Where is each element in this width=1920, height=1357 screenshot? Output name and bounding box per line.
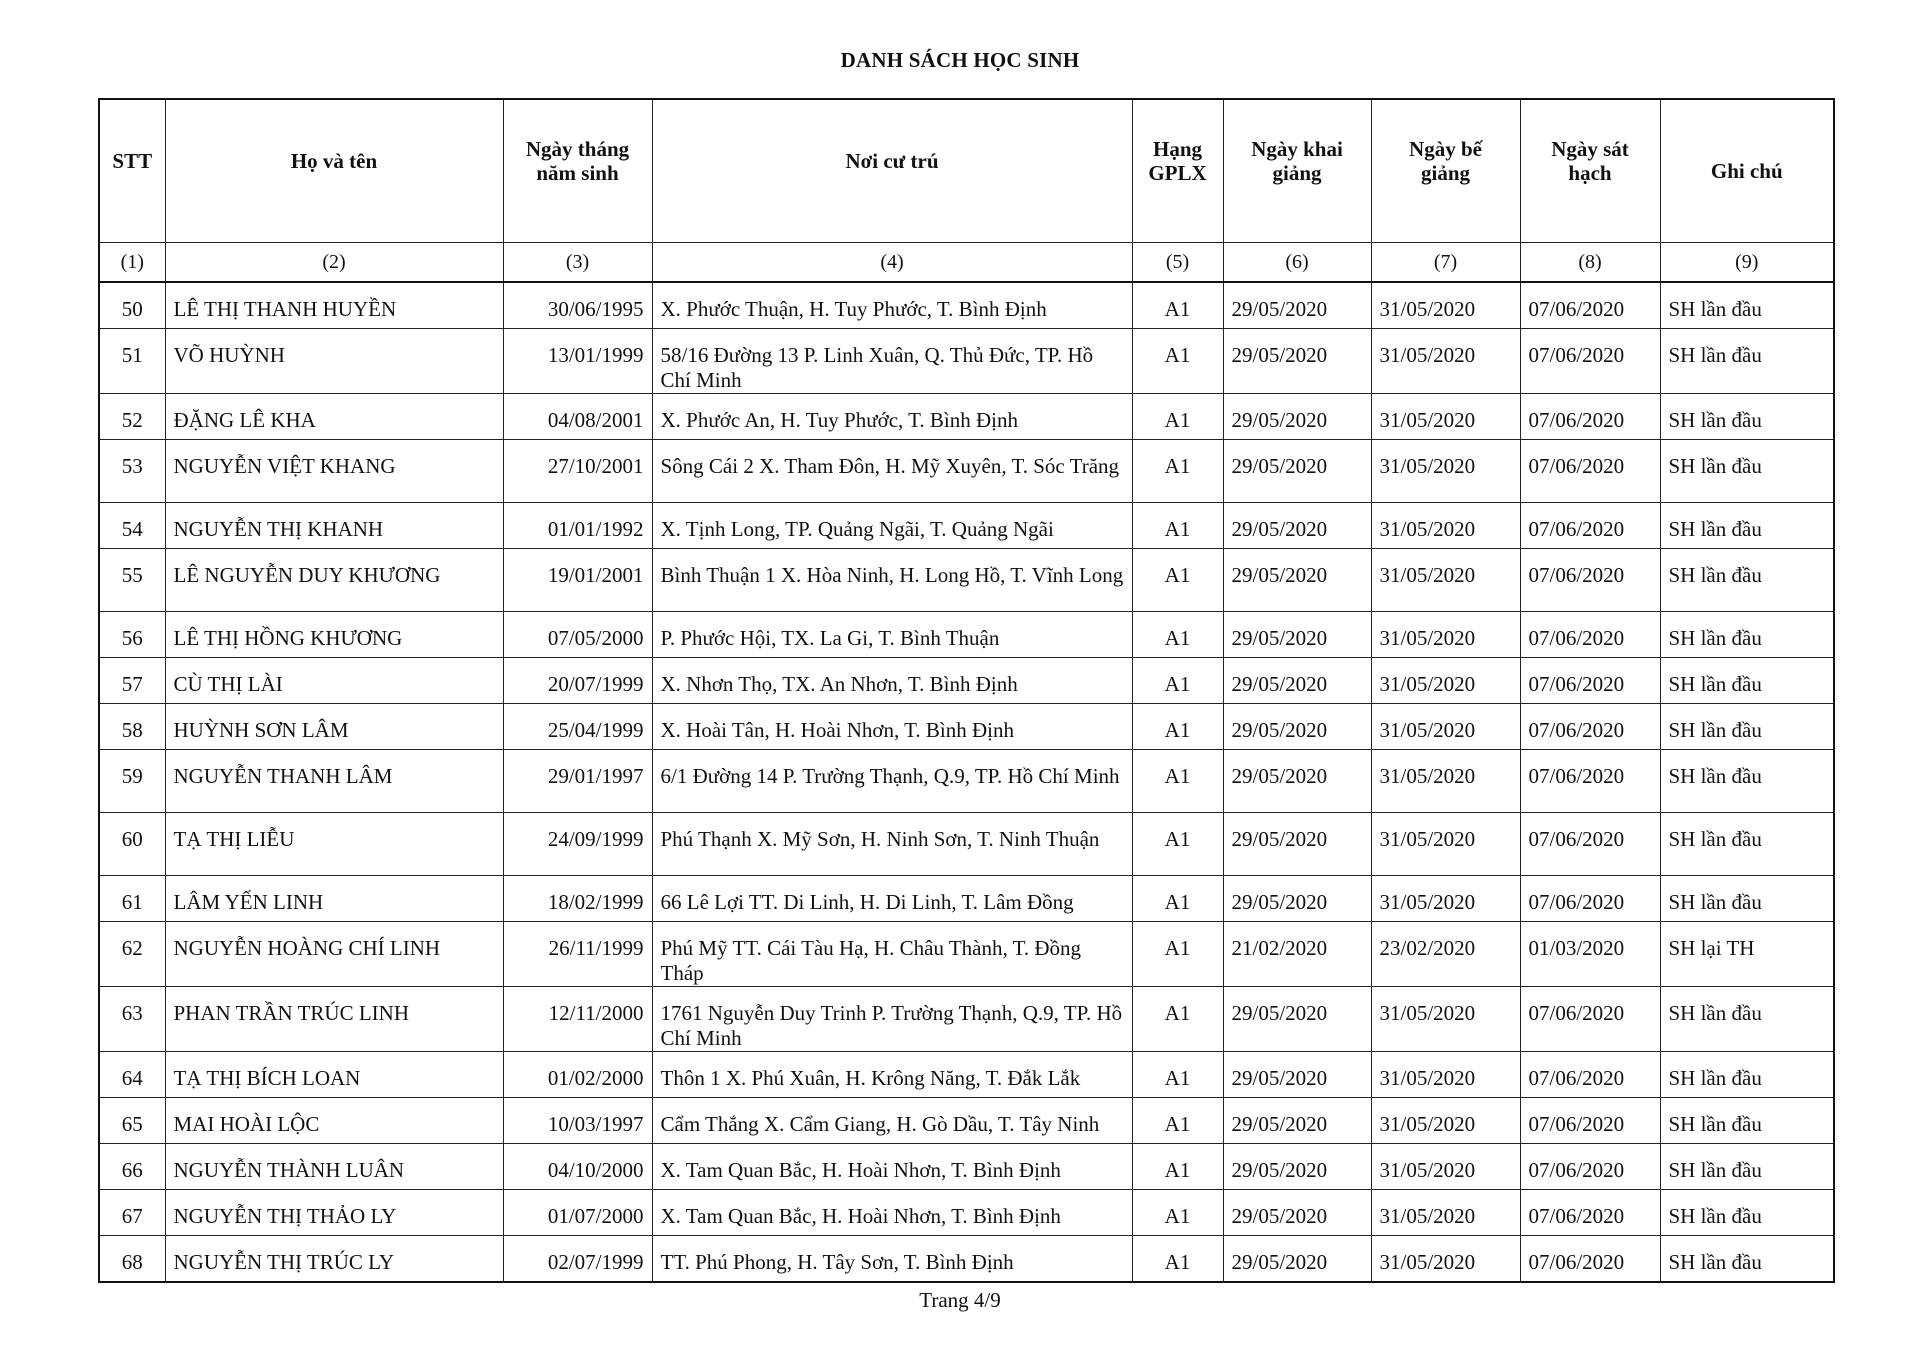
- row-dob: 01/02/2000: [503, 1052, 652, 1098]
- row-name: LÂM YẾN LINH: [165, 876, 503, 922]
- row-stt: 68: [99, 1236, 165, 1283]
- row-license-class: A1: [1132, 922, 1223, 987]
- row-end-date: 31/05/2020: [1371, 1144, 1520, 1190]
- column-index: (2): [165, 243, 503, 283]
- row-license-class: A1: [1132, 1144, 1223, 1190]
- column-index: (3): [503, 243, 652, 283]
- row-start-date: 29/05/2020: [1223, 282, 1371, 329]
- row-address: Cẩm Thắng X. Cẩm Giang, H. Gò Dầu, T. Tây Ninh: [652, 1098, 1132, 1144]
- row-exam-date: 07/06/2020: [1520, 440, 1660, 503]
- row-note: SH lần đầu: [1660, 394, 1834, 440]
- page-number: Trang 4/9: [919, 1288, 1001, 1312]
- table-row: [99, 876, 1834, 922]
- row-note: SH lần đầu: [1660, 750, 1834, 813]
- row-stt: 53: [99, 440, 165, 503]
- table-row: [99, 282, 1834, 329]
- table-row: [99, 1144, 1834, 1190]
- table-row: [99, 658, 1834, 704]
- row-stt: 59: [99, 750, 165, 813]
- row-name: NGUYỄN THỊ KHANH: [165, 503, 503, 549]
- row-address: X. Nhơn Thọ, TX. An Nhơn, T. Bình Định: [652, 658, 1132, 704]
- row-name: NGUYỄN THỊ THẢO LY: [165, 1190, 503, 1236]
- row-exam-date: 07/06/2020: [1520, 987, 1660, 1052]
- row-start-date: 29/05/2020: [1223, 1144, 1371, 1190]
- row-note: SH lại TH: [1660, 922, 1834, 987]
- row-license-class: A1: [1132, 503, 1223, 549]
- row-name: MAI HOÀI LỘC: [165, 1098, 503, 1144]
- row-dob: 12/11/2000: [503, 987, 652, 1052]
- row-address: X. Tam Quan Bắc, H. Hoài Nhơn, T. Bình Định: [652, 1144, 1132, 1190]
- row-license-class: A1: [1132, 612, 1223, 658]
- row-start-date: 29/05/2020: [1223, 549, 1371, 612]
- row-address: X. Tam Quan Bắc, H. Hoài Nhơn, T. Bình Định: [652, 1190, 1132, 1236]
- row-note: SH lần đầu: [1660, 1098, 1834, 1144]
- table-row: [99, 1236, 1834, 1283]
- column-index-row: [99, 243, 1834, 283]
- row-address: Phú Thạnh X. Mỹ Sơn, H. Ninh Sơn, T. Ninh Thuận: [652, 813, 1132, 876]
- row-exam-date: 07/06/2020: [1520, 1190, 1660, 1236]
- row-dob: 10/03/1997: [503, 1098, 652, 1144]
- row-note: SH lần đầu: [1660, 658, 1834, 704]
- row-stt: 58: [99, 704, 165, 750]
- row-name: CÙ THỊ LÀI: [165, 658, 503, 704]
- row-license-class: A1: [1132, 329, 1223, 394]
- row-dob: 19/01/2001: [503, 549, 652, 612]
- table-row: [99, 987, 1834, 1052]
- row-exam-date: 07/06/2020: [1520, 503, 1660, 549]
- row-dob: 01/07/2000: [503, 1190, 652, 1236]
- header-stt: STT: [99, 99, 165, 243]
- row-note: SH lần đầu: [1660, 440, 1834, 503]
- row-start-date: 29/05/2020: [1223, 750, 1371, 813]
- header-exam-date: Ngày sát hạch: [1520, 99, 1660, 243]
- row-stt: 56: [99, 612, 165, 658]
- row-address: X. Hoài Tân, H. Hoài Nhơn, T. Bình Định: [652, 704, 1132, 750]
- row-start-date: 29/05/2020: [1223, 612, 1371, 658]
- header-license-class: Hạng GPLX: [1132, 99, 1223, 243]
- row-name: ĐẶNG LÊ KHA: [165, 394, 503, 440]
- row-name: LÊ THỊ HỒNG KHƯƠNG: [165, 612, 503, 658]
- row-stt: 62: [99, 922, 165, 987]
- row-license-class: A1: [1132, 1052, 1223, 1098]
- row-address: Phú Mỹ TT. Cái Tàu Hạ, H. Châu Thành, T. Đồng Tháp: [652, 922, 1132, 987]
- row-license-class: A1: [1132, 440, 1223, 503]
- row-address: Thôn 1 X. Phú Xuân, H. Krông Năng, T. Đắk Lắk: [652, 1052, 1132, 1098]
- row-start-date: 29/05/2020: [1223, 658, 1371, 704]
- row-name: HUỲNH SƠN LÂM: [165, 704, 503, 750]
- row-end-date: 31/05/2020: [1371, 750, 1520, 813]
- row-end-date: 31/05/2020: [1371, 1190, 1520, 1236]
- row-address: X. Tịnh Long, TP. Quảng Ngãi, T. Quảng Ngãi: [652, 503, 1132, 549]
- table-row: [99, 329, 1834, 394]
- row-name: TẠ THỊ LIỄU: [165, 813, 503, 876]
- row-license-class: A1: [1132, 750, 1223, 813]
- row-address: X. Phước Thuận, H. Tuy Phước, T. Bình Định: [652, 282, 1132, 329]
- table-row: [99, 1052, 1834, 1098]
- row-name: NGUYỄN HOÀNG CHÍ LINH: [165, 922, 503, 987]
- row-license-class: A1: [1132, 1190, 1223, 1236]
- row-address: 6/1 Đường 14 P. Trường Thạnh, Q.9, TP. Hồ Chí Minh: [652, 750, 1132, 813]
- table-row: [99, 549, 1834, 612]
- row-note: SH lần đầu: [1660, 704, 1834, 750]
- row-stt: 66: [99, 1144, 165, 1190]
- row-start-date: 29/05/2020: [1223, 987, 1371, 1052]
- row-dob: 07/05/2000: [503, 612, 652, 658]
- row-stt: 55: [99, 549, 165, 612]
- row-exam-date: 07/06/2020: [1520, 704, 1660, 750]
- row-end-date: 31/05/2020: [1371, 503, 1520, 549]
- row-exam-date: 07/06/2020: [1520, 1236, 1660, 1283]
- table-row: [99, 750, 1834, 813]
- row-stt: 51: [99, 329, 165, 394]
- row-name: NGUYỄN THÀNH LUÂN: [165, 1144, 503, 1190]
- row-end-date: 31/05/2020: [1371, 394, 1520, 440]
- row-exam-date: 07/06/2020: [1520, 813, 1660, 876]
- row-end-date: 31/05/2020: [1371, 704, 1520, 750]
- row-end-date: 31/05/2020: [1371, 1098, 1520, 1144]
- row-license-class: A1: [1132, 813, 1223, 876]
- row-stt: 52: [99, 394, 165, 440]
- row-start-date: 29/05/2020: [1223, 440, 1371, 503]
- row-note: SH lần đầu: [1660, 549, 1834, 612]
- table-row: [99, 612, 1834, 658]
- header-start-date: Ngày khai giảng: [1223, 99, 1371, 243]
- row-dob: 26/11/1999: [503, 922, 652, 987]
- row-name: NGUYỄN VIỆT KHANG: [165, 440, 503, 503]
- row-start-date: 29/05/2020: [1223, 503, 1371, 549]
- row-start-date: 29/05/2020: [1223, 1190, 1371, 1236]
- column-index: (7): [1371, 243, 1520, 283]
- row-start-date: 29/05/2020: [1223, 813, 1371, 876]
- row-stt: 61: [99, 876, 165, 922]
- row-exam-date: 07/06/2020: [1520, 876, 1660, 922]
- row-exam-date: 07/06/2020: [1520, 394, 1660, 440]
- row-license-class: A1: [1132, 1098, 1223, 1144]
- row-end-date: 31/05/2020: [1371, 876, 1520, 922]
- row-start-date: 29/05/2020: [1223, 1052, 1371, 1098]
- row-start-date: 29/05/2020: [1223, 1236, 1371, 1283]
- row-exam-date: 07/06/2020: [1520, 1098, 1660, 1144]
- row-start-date: 29/05/2020: [1223, 876, 1371, 922]
- row-dob: 30/06/1995: [503, 282, 652, 329]
- row-license-class: A1: [1132, 549, 1223, 612]
- row-name: TẠ THỊ BÍCH LOAN: [165, 1052, 503, 1098]
- row-end-date: 31/05/2020: [1371, 658, 1520, 704]
- row-start-date: 29/05/2020: [1223, 1098, 1371, 1144]
- row-note: SH lần đầu: [1660, 282, 1834, 329]
- row-end-date: 31/05/2020: [1371, 549, 1520, 612]
- header-address: Nơi cư trú: [652, 99, 1132, 243]
- row-note: SH lần đầu: [1660, 1190, 1834, 1236]
- row-dob: 13/01/1999: [503, 329, 652, 394]
- row-name: LÊ THỊ THANH HUYỀN: [165, 282, 503, 329]
- row-dob: 27/10/2001: [503, 440, 652, 503]
- table-row: [99, 813, 1834, 876]
- table-row: [99, 922, 1834, 987]
- row-stt: 60: [99, 813, 165, 876]
- row-exam-date: 07/06/2020: [1520, 282, 1660, 329]
- row-address: Sông Cái 2 X. Tham Đôn, H. Mỹ Xuyên, T. Sóc Trăng: [652, 440, 1132, 503]
- row-exam-date: 07/06/2020: [1520, 329, 1660, 394]
- table-row: [99, 394, 1834, 440]
- row-end-date: 31/05/2020: [1371, 282, 1520, 329]
- row-note: SH lần đầu: [1660, 1144, 1834, 1190]
- row-exam-date: 07/06/2020: [1520, 1052, 1660, 1098]
- header-note: Ghi chú: [1660, 99, 1834, 243]
- row-license-class: A1: [1132, 987, 1223, 1052]
- document-title: DANH SÁCH HỌC SINH: [840, 48, 1080, 72]
- row-name: PHAN TRẦN TRÚC LINH: [165, 987, 503, 1052]
- row-end-date: 31/05/2020: [1371, 1052, 1520, 1098]
- row-license-class: A1: [1132, 658, 1223, 704]
- row-exam-date: 07/06/2020: [1520, 549, 1660, 612]
- row-note: SH lần đầu: [1660, 813, 1834, 876]
- row-license-class: A1: [1132, 282, 1223, 329]
- column-index: (4): [652, 243, 1132, 283]
- row-note: SH lần đầu: [1660, 876, 1834, 922]
- table-row: [99, 503, 1834, 549]
- row-address: 58/16 Đường 13 P. Linh Xuân, Q. Thủ Đức, TP. Hồ Chí Minh: [652, 329, 1132, 394]
- row-stt: 57: [99, 658, 165, 704]
- row-dob: 04/10/2000: [503, 1144, 652, 1190]
- row-address: Bình Thuận 1 X. Hòa Ninh, H. Long Hồ, T. Vĩnh Long: [652, 549, 1132, 612]
- column-index: (8): [1520, 243, 1660, 283]
- row-start-date: 21/02/2020: [1223, 922, 1371, 987]
- row-exam-date: 07/06/2020: [1520, 658, 1660, 704]
- row-end-date: 31/05/2020: [1371, 813, 1520, 876]
- row-dob: 25/04/1999: [503, 704, 652, 750]
- row-name: LÊ NGUYỄN DUY KHƯƠNG: [165, 549, 503, 612]
- row-exam-date: 07/06/2020: [1520, 612, 1660, 658]
- row-stt: 64: [99, 1052, 165, 1098]
- row-note: SH lần đầu: [1660, 1052, 1834, 1098]
- row-name: VÕ HUỲNH: [165, 329, 503, 394]
- row-dob: 29/01/1997: [503, 750, 652, 813]
- row-license-class: A1: [1132, 1236, 1223, 1283]
- row-dob: 02/07/1999: [503, 1236, 652, 1283]
- row-license-class: A1: [1132, 704, 1223, 750]
- student-rows: [99, 282, 1834, 1282]
- table-row: [99, 1098, 1834, 1144]
- row-note: SH lần đầu: [1660, 1236, 1834, 1283]
- row-note: SH lần đầu: [1660, 987, 1834, 1052]
- row-license-class: A1: [1132, 394, 1223, 440]
- row-address: P. Phước Hội, TX. La Gi, T. Bình Thuận: [652, 612, 1132, 658]
- row-start-date: 29/05/2020: [1223, 704, 1371, 750]
- row-end-date: 31/05/2020: [1371, 329, 1520, 394]
- row-stt: 63: [99, 987, 165, 1052]
- row-end-date: 31/05/2020: [1371, 1236, 1520, 1283]
- row-name: NGUYỄN THỊ TRÚC LY: [165, 1236, 503, 1283]
- row-dob: 01/01/1992: [503, 503, 652, 549]
- row-dob: 20/07/1999: [503, 658, 652, 704]
- row-note: SH lần đầu: [1660, 612, 1834, 658]
- row-exam-date: 01/03/2020: [1520, 922, 1660, 987]
- row-stt: 67: [99, 1190, 165, 1236]
- row-address: TT. Phú Phong, H. Tây Sơn, T. Bình Định: [652, 1236, 1132, 1283]
- row-end-date: 31/05/2020: [1371, 987, 1520, 1052]
- row-start-date: 29/05/2020: [1223, 394, 1371, 440]
- header-end-date: Ngày bế giảng: [1371, 99, 1520, 243]
- row-stt: 65: [99, 1098, 165, 1144]
- row-end-date: 31/05/2020: [1371, 440, 1520, 503]
- row-name: NGUYỄN THANH LÂM: [165, 750, 503, 813]
- row-stt: 54: [99, 503, 165, 549]
- row-stt: 50: [99, 282, 165, 329]
- row-end-date: 23/02/2020: [1371, 922, 1520, 987]
- row-address: X. Phước An, H. Tuy Phước, T. Bình Định: [652, 394, 1132, 440]
- header-row: [99, 99, 1834, 243]
- table-row: [99, 704, 1834, 750]
- table-row: [99, 440, 1834, 503]
- row-address: 1761 Nguyễn Duy Trinh P. Trường Thạnh, Q.9, TP. Hồ Chí Minh: [652, 987, 1132, 1052]
- column-index: (5): [1132, 243, 1223, 283]
- row-dob: 18/02/1999: [503, 876, 652, 922]
- student-list-table: [98, 98, 1835, 1283]
- row-start-date: 29/05/2020: [1223, 329, 1371, 394]
- table-row: [99, 1190, 1834, 1236]
- header-dob: Ngày tháng năm sinh: [503, 99, 652, 243]
- row-end-date: 31/05/2020: [1371, 612, 1520, 658]
- row-address: 66 Lê Lợi TT. Di Linh, H. Di Linh, T. Lâm Đồng: [652, 876, 1132, 922]
- row-exam-date: 07/06/2020: [1520, 750, 1660, 813]
- column-index: (9): [1660, 243, 1834, 283]
- row-license-class: A1: [1132, 876, 1223, 922]
- row-note: SH lần đầu: [1660, 329, 1834, 394]
- row-dob: 24/09/1999: [503, 813, 652, 876]
- column-index: (1): [99, 243, 165, 283]
- row-exam-date: 07/06/2020: [1520, 1144, 1660, 1190]
- row-note: SH lần đầu: [1660, 503, 1834, 549]
- row-dob: 04/08/2001: [503, 394, 652, 440]
- column-index: (6): [1223, 243, 1371, 283]
- header-name: Họ và tên: [165, 99, 503, 243]
